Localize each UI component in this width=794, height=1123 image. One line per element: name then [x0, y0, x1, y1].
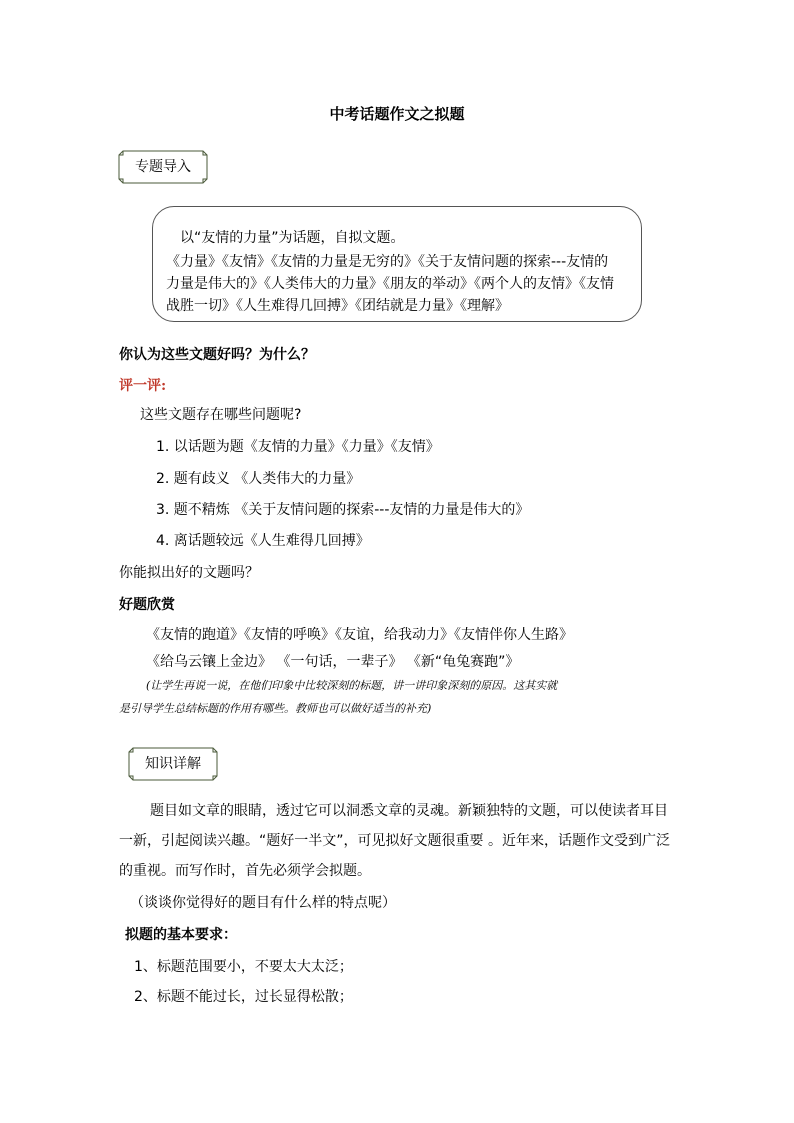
problem-item: 4. 离话题较远《人生难得几回搏》: [156, 533, 370, 549]
quote-line-2: 《力量》《友情》《友情的力量是无穷的》《关于友情问题的探索---友情的: [166, 254, 609, 270]
good-titles-line-2: 《给乌云镶上金边》 《一句话，一辈子》 《新“龟兔赛跑”》: [146, 654, 520, 670]
problem-item: 2. 题有歧义 《人类伟大的力量》: [156, 471, 361, 487]
problem-item: 3. 题不精炼 《关于友情问题的探索---友情的力量是伟大的》: [156, 502, 530, 518]
talk-prompt: （谈谈你觉得好的题目有什么样的特点呢）: [130, 895, 396, 911]
problem-item: 1. 以话题为题《友情的力量》《力量》《友情》: [156, 439, 440, 455]
paragraph-line-1: 题目如文章的眼睛，透过它可以洞悉文章的灵魂。新颖独特的文题，可以使读者耳目: [150, 803, 668, 819]
can-you-text: 你能拟出好的文题吗？: [119, 565, 259, 581]
requirement-item: 1、标题范围要小，不要太大太泛；: [134, 959, 353, 975]
teacher-note-line-1: (让学生再说一说，在他们印象中比较深刻的标题，讲一讲印象深刻的原因。这其实就: [146, 679, 558, 692]
quote-line-4: 战胜一切》《人生难得几回搏》《团结就是力量》《理解》: [166, 298, 509, 314]
review-label: 评一评:: [119, 378, 167, 394]
section-label-intro-text: 专题导入: [135, 159, 191, 175]
page-title: 中考话题作文之拟题: [329, 105, 465, 123]
quote-line-3: 力量是伟大的》《人类伟大的力量》《朋友的举动》《两个人的友情》《友情: [166, 276, 614, 292]
good-titles-heading: 好题欣赏: [119, 597, 175, 613]
teacher-note-line-2: 是引导学生总结标题的作用有哪些。教师也可以做好适当的补充): [119, 702, 432, 715]
question-heading: 你认为这些文题好吗？为什么？: [119, 347, 315, 363]
requirements-heading: 拟题的基本要求：: [125, 927, 237, 943]
review-intro: 这些文题存在哪些问题呢?: [140, 407, 302, 423]
section-label-knowledge: [127, 746, 219, 782]
paragraph-line-3: 的重视。而写作时，首先必须学会拟题。: [119, 863, 371, 879]
requirement-item: 2、标题不能过长，过长显得松散；: [134, 989, 353, 1005]
paragraph-line-2: 一新，引起阅读兴趣。“题好一半文”，可见拟好文题很重要 。近年来，话题作文受到广泛: [119, 833, 670, 849]
quote-line-1: 以“友情的力量”为话题，自拟文题。: [180, 230, 405, 246]
good-titles-line-1: 《友情的跑道》《友情的呼唤》《友谊，给我动力》《友情伴你人生路》: [146, 627, 573, 643]
section-label-knowledge-text: 知识详解: [145, 756, 201, 772]
section-label-intro: [117, 149, 209, 185]
